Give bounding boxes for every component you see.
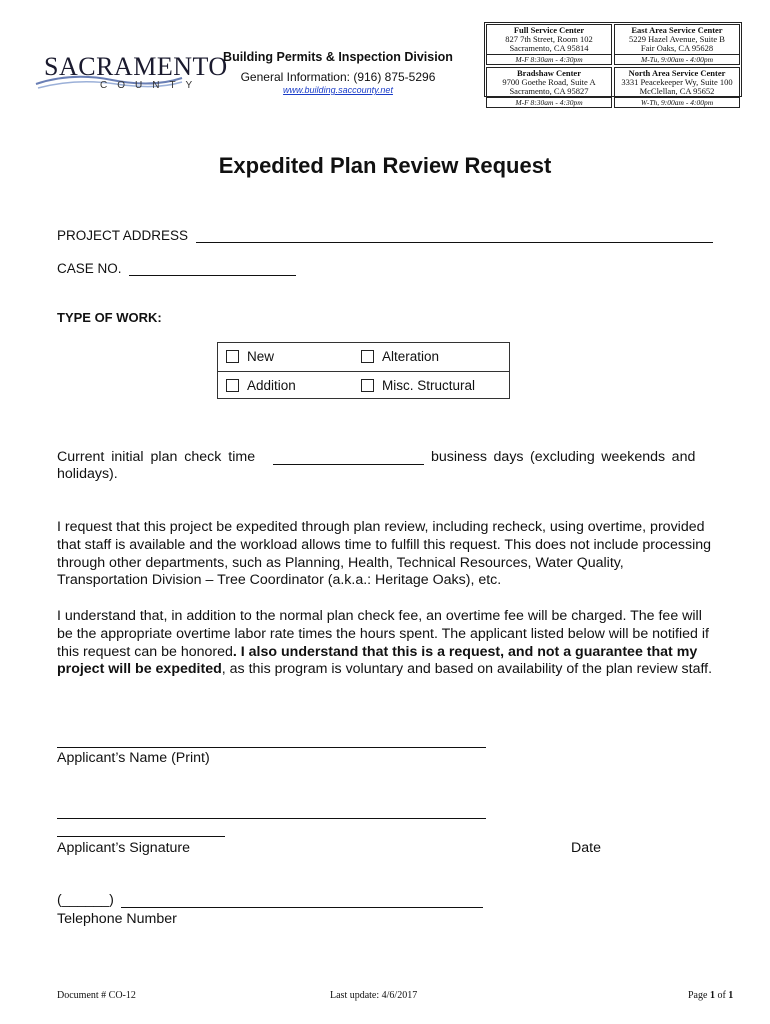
logo-text-bottom: COUNTY [100, 80, 203, 91]
type-of-work-label: TYPE OF WORK: [57, 310, 162, 325]
date-label: Date [571, 840, 601, 856]
applicant-signature-field[interactable] [57, 818, 486, 819]
general-info: General Information: (916) 875-5296 [240, 70, 436, 84]
center-address-line2: Fair Oaks, CA 95628 [640, 43, 714, 53]
center-name: Bradshaw Center [517, 68, 581, 78]
case-no-label: CASE NO. [57, 261, 122, 276]
center-name: East Area Service Center [631, 25, 723, 35]
date-field[interactable] [57, 836, 225, 837]
option-label: Misc. Structural [382, 378, 476, 393]
applicant-signature-label: Applicant’s Signature [57, 840, 191, 856]
center-address-line2: Sacramento, CA 95814 [509, 43, 589, 53]
applicant-name-label: Applicant’s Name (Print) [57, 750, 210, 766]
service-center-bradshaw [486, 67, 612, 108]
page-number: 1 [709, 990, 715, 1001]
case-no-field[interactable] [129, 275, 296, 276]
service-center-full [486, 24, 612, 65]
center-address-line1: 5229 Hazel Avenue, Suite B [629, 34, 725, 44]
plan-check-suffix-end: holidays). [57, 466, 118, 482]
project-address-label: PROJECT ADDRESS [57, 228, 189, 243]
option-label: Addition [247, 378, 296, 393]
center-address-line1: 9700 Goethe Road, Suite A [502, 77, 596, 87]
type-of-work-row [218, 343, 509, 371]
last-update: Last update: 4/6/2017 [330, 990, 418, 1001]
plan-check-days-field[interactable] [273, 464, 424, 465]
new-checkbox[interactable] [226, 350, 239, 363]
option-misc-structural[interactable] [361, 378, 475, 393]
page-indicator [688, 990, 733, 1001]
center-address-line1: 3331 Peacekeeper Wy, Suite 100 [621, 77, 733, 87]
page-label: Page [688, 990, 710, 1001]
area-code-field[interactable]: (______) [57, 892, 114, 908]
service-center-east [614, 24, 740, 65]
division-title: Building Permits & Inspection Division [223, 50, 453, 64]
applicant-name-field[interactable] [57, 747, 486, 748]
option-new[interactable] [226, 349, 274, 364]
option-addition[interactable] [226, 378, 296, 393]
request-paragraph: I request that this project be expedited through plan review, including recheck, using overtime, provided that staff is available and the workload allows time to fulfill this request. This does not include processing through other departments, such as Planning, Health, Technical Resources, Water Quality, Transportation Division – Tree Coordinator (a.k.a.: Heritage Oaks), etc. [57, 519, 712, 589]
center-name: Full Service Center [513, 25, 585, 35]
logo-text-top: SACRAMENTO [44, 52, 228, 81]
plan-check-label: Current initial plan check time [57, 449, 256, 465]
service-centers-table [484, 22, 742, 107]
document-number: Document # CO-12 [57, 990, 136, 1001]
plan-check-suffix: business days (excluding weekends and [431, 449, 696, 465]
center-hours: M-F 8:30am - 4:30pm [487, 54, 611, 64]
page-of: of [714, 990, 729, 1001]
type-of-work-table [217, 342, 510, 399]
document-title: Expedited Plan Review Request [218, 153, 552, 178]
understanding-bold-text: . I also understand that this is a request, and not a guarantee that my project will be expedited [57, 643, 698, 678]
understanding-text-end: , as this program is voluntary and based on availability of the plan review staff. [221, 661, 713, 678]
center-address-line1: 827 7th Street, Room 102 [505, 34, 593, 44]
type-of-work-row [218, 371, 509, 399]
sacramento-county-logo [32, 50, 228, 98]
option-alteration[interactable] [361, 349, 439, 364]
center-hours: M-F 8:30am - 4:30pm [487, 97, 611, 107]
option-label: New [247, 349, 275, 364]
addition-checkbox[interactable] [226, 379, 239, 392]
alteration-checkbox[interactable] [361, 350, 374, 363]
center-address-line2: McClellan, CA 95652 [639, 86, 715, 96]
telephone-label: Telephone Number [57, 911, 177, 927]
option-label: Alteration [382, 349, 440, 364]
project-address-field[interactable] [196, 242, 713, 243]
website-link[interactable]: www.building.saccounty.net [283, 85, 393, 95]
page-total: 1 [728, 990, 734, 1001]
center-hours: M-Tu, 9:00am - 4:00pm [615, 54, 739, 64]
center-address-line2: Sacramento, CA 95827 [509, 86, 589, 96]
center-name: North Area Service Center [628, 68, 726, 78]
understanding-text: I understand that, in addition to the normal plan check fee, an overtime fee will be charged. The fee will be the appropriate overtime labor rate times the hours spent. The applicant listed below will be notified if this request can be honored [57, 608, 709, 660]
center-hours: W-Th, 9:00am - 4:00pm [615, 97, 739, 107]
misc-structural-checkbox[interactable] [361, 379, 374, 392]
understanding-paragraph [57, 608, 713, 679]
telephone-field[interactable] [121, 907, 483, 908]
service-center-north [614, 67, 740, 108]
